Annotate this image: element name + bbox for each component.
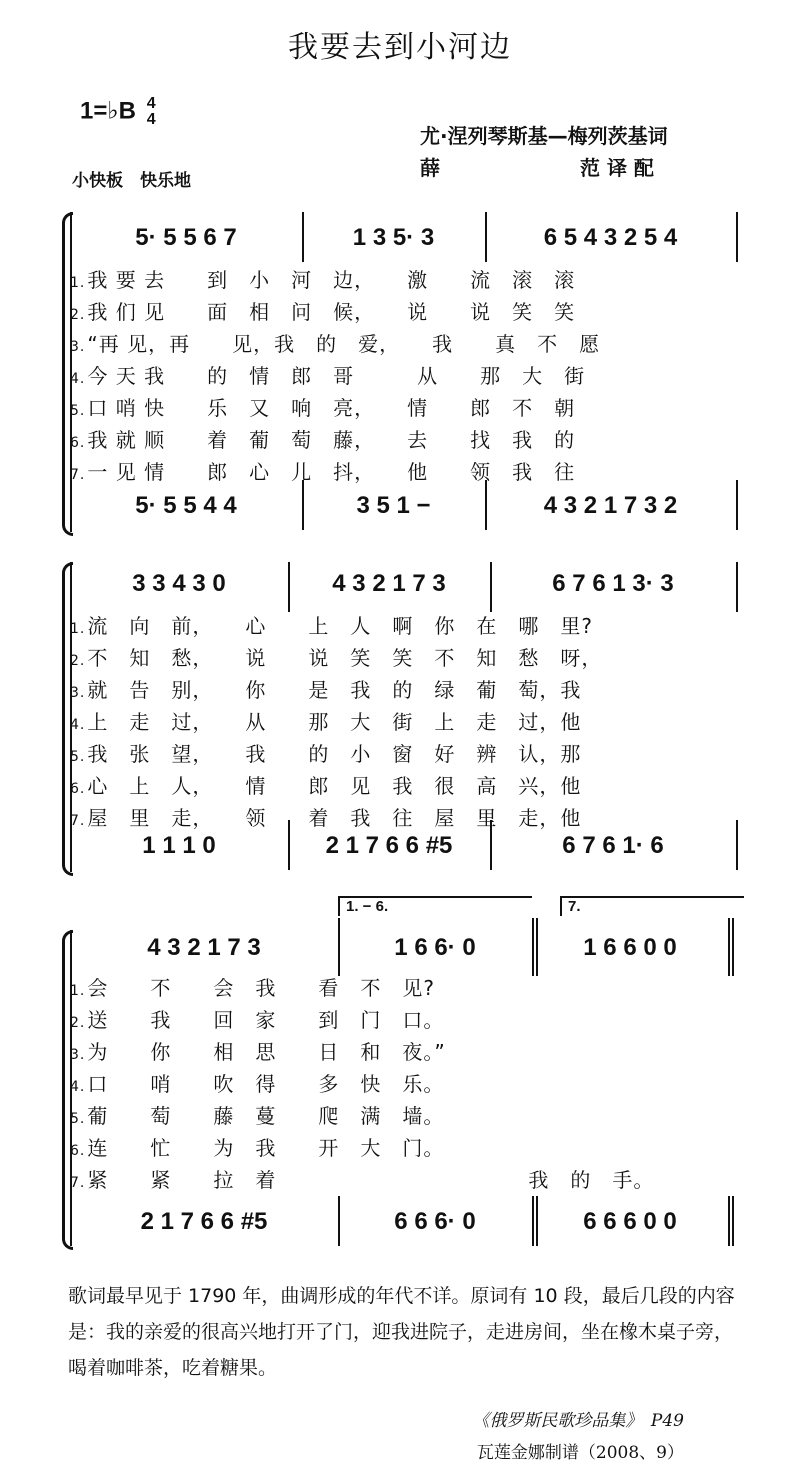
measure: 1 6 6· 0 [394, 934, 476, 961]
time-bottom: 4 [146, 111, 156, 128]
translator-credit: 薛 范 译 配 [420, 156, 654, 180]
verse-number: 7. [70, 467, 86, 483]
verse-text: 口 哨 吹 得 多 快 乐。 [87, 1072, 445, 1096]
verse-line-1 [70, 610, 593, 639]
song-title: 我要去到小河边 [288, 30, 512, 65]
measure: 1 1 1 0 [142, 832, 216, 859]
verse-number: 1. [70, 621, 86, 637]
lower-staff-notes [70, 1208, 738, 1236]
verse-number: 6. [70, 435, 86, 451]
verse-number: 5. [70, 403, 86, 419]
verse-line-5 [70, 1100, 444, 1129]
verse-line-5 [70, 738, 581, 767]
second-ending-bracket: 7. [560, 896, 744, 916]
lower-staff-notes [70, 492, 738, 520]
time-signature [147, 96, 156, 128]
verse-text: 今 天 我 的 情 郎 哥 从 那 大 街 [87, 364, 586, 388]
verse-line-7 [70, 456, 575, 485]
verse-text: 为 你 相 思 日 和 夜。” [87, 1040, 446, 1064]
verse-line-5 [70, 392, 575, 421]
verse-line-7 [70, 1164, 654, 1193]
verse-number: 3. [70, 339, 86, 355]
measure: 2 1 7 6 6 #5 [325, 832, 453, 859]
verse-line-2 [70, 296, 575, 325]
measure: 5· 5 5 6 7 [135, 224, 237, 251]
measure: 5· 5 5 4 4 [135, 492, 237, 519]
verse-text: 不 知 愁， 说 说 笑 笑 不 知 愁 呀， [87, 646, 603, 670]
measure: 4 3 2 1 7 3 [147, 934, 261, 961]
verse-text: 就 告 别， 你 是 我 的 绿 葡 萄，我 [87, 678, 582, 702]
music-system-2 [70, 562, 738, 872]
verse-text: 屋 里 走， 领 着 我 往 屋 里 走，他 [87, 806, 582, 830]
verse-number: 4. [70, 371, 86, 387]
verse-text: 口 哨 快 乐 又 响 亮， 情 郎 不 朝 [87, 396, 576, 420]
verse-line-2 [70, 1004, 444, 1033]
source-book: 《俄罗斯民歌珍品集》 P49 [472, 1411, 684, 1431]
verse-line-3 [70, 328, 600, 357]
measure: 3 5 1 − [356, 492, 431, 519]
measure: 3 3 4 3 0 [132, 570, 226, 597]
upper-staff-notes [70, 570, 738, 598]
verse-text: 会 不 会 我 看 不 见? [87, 976, 435, 1000]
verse-line-6 [70, 1132, 444, 1161]
lyricist-credit: 尤·涅列琴斯基—梅列茨基词 [420, 124, 668, 148]
measure: 6 7 6 1· 6 [562, 832, 664, 859]
verse-number: 5. [70, 1111, 86, 1127]
verse-text: 心 上 人， 情 郎 见 我 很 高 兴，他 [87, 774, 582, 798]
verse-number: 3. [70, 1047, 86, 1063]
verse-number: 7. [70, 1175, 86, 1191]
measure: 6 6 6· 0 [394, 1208, 476, 1235]
lower-staff-notes [70, 832, 738, 860]
measure: 6 6 6 0 0 [583, 1208, 677, 1235]
verse-number: 2. [70, 653, 86, 669]
key-label: 1=♭B [80, 97, 137, 125]
measure: 6 7 6 1 3· 3 [552, 570, 674, 597]
verse-number: 5. [70, 749, 86, 765]
first-ending-bracket: 1. − 6. [338, 896, 532, 916]
verse-number: 2. [70, 307, 86, 323]
verse-text: 上 走 过， 从 那 大 街 上 走 过，他 [87, 710, 582, 734]
verse-number: 4. [70, 717, 86, 733]
verse-text: 我 要 去 到 小 河 边， 激 流 滚 滚 [87, 268, 576, 292]
music-system-1 [70, 212, 738, 532]
verse-line-3 [70, 674, 581, 703]
verse-text: 紧 紧 拉 着 我 的 手。 [87, 1168, 655, 1192]
verse-number: 1. [70, 983, 86, 999]
verse-number: 2. [70, 1015, 86, 1031]
verse-line-3 [70, 1036, 446, 1065]
verse-line-4 [70, 1068, 444, 1097]
verse-line-2 [70, 642, 602, 671]
verse-line-4 [70, 706, 581, 735]
verse-line-7 [70, 802, 581, 831]
verse-text: 流 向 前， 心 上 人 啊 你 在 哪 里? [87, 614, 593, 638]
upper-staff-notes [70, 934, 738, 962]
verse-line-1 [70, 264, 575, 293]
transcriber-credit: 瓦莲金娜制谱（2008、9） [476, 1443, 684, 1463]
verse-line-6 [70, 424, 575, 453]
verse-line-1 [70, 972, 435, 1001]
tempo-marking: 小快板 快乐地 [72, 171, 191, 191]
music-system-3 [70, 896, 738, 1246]
verse-text: 葡 萄 藤 蔓 爬 满 墙。 [87, 1104, 445, 1128]
upper-staff-notes [70, 224, 738, 252]
measure: 4 3 2 1 7 3 2 [543, 492, 678, 519]
verse-text: 我 就 顺 着 葡 萄 藤， 去 找 我 的 [87, 428, 576, 452]
verse-number: 4. [70, 1079, 86, 1095]
measure: 2 1 7 6 6 #5 [140, 1208, 268, 1235]
verse-number: 6. [70, 1143, 86, 1159]
verse-number: 7. [70, 813, 86, 829]
verse-number: 3. [70, 685, 86, 701]
verse-text: “再 见，再 见，我 的 爱， 我 真 不 愿 [87, 332, 601, 356]
key-signature [80, 96, 156, 128]
verse-number: 1. [70, 275, 86, 291]
verse-line-4 [70, 360, 585, 389]
verse-text: 我 张 望， 我 的 小 窗 好 辨 认，那 [87, 742, 582, 766]
measure: 1 3 5· 3 [352, 224, 435, 251]
measure: 1 6 6 0 0 [583, 934, 677, 961]
verse-text: 我 们 见 面 相 问 候， 说 说 笑 笑 [87, 300, 576, 324]
verse-text: 送 我 回 家 到 门 口。 [87, 1008, 445, 1032]
verse-line-6 [70, 770, 581, 799]
verse-number: 6. [70, 781, 86, 797]
time-top: 4 [146, 95, 156, 112]
measure: 4 3 2 1 7 3 [332, 570, 446, 597]
verse-text: 一 见 情 郎 心 儿 抖， 他 领 我 往 [87, 460, 576, 484]
verse-text: 连 忙 为 我 开 大 门。 [87, 1136, 445, 1160]
measure: 6 5 4 3 2 5 4 [543, 224, 678, 251]
historical-note: 歌词最早见于 1790 年，曲调形成的年代不详。原词有 10 段，最后几段的内容是：我的亲爱的很高兴地打开了门，迎我进院子，走进房间，坐在橡木桌子旁，喝着咖啡茶，吃着糖果。 [68, 1285, 735, 1379]
